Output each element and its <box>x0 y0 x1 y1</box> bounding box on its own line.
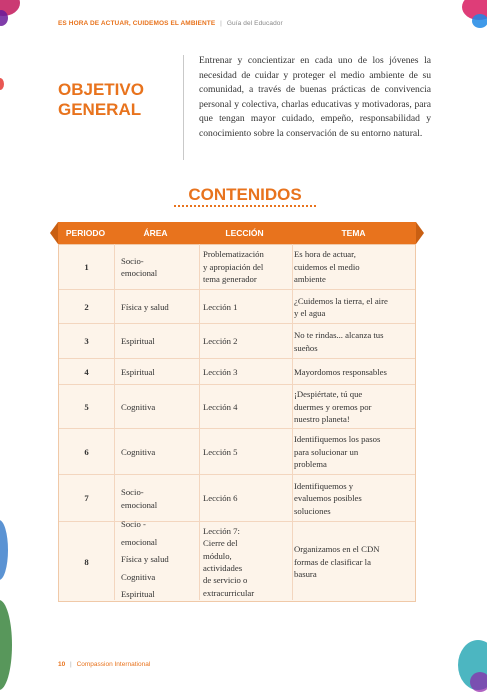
cell-area <box>114 475 199 522</box>
objective-text: Entrenar y concientizar en cada uno de los jóvenes la necesidad de cuidar y proteger el medio ambiente de su comunidad, a través de buenas prácticas de convivencia personal y colectiva, charlas educativas y motivadoras, para que tengan mayor cuidado, empeño, responsabilidad y conocimiento sobre la conservación de su entorno natural. <box>199 55 431 139</box>
cell-text: Física y salud <box>121 554 169 565</box>
cell-text: para solucionar un <box>294 446 359 457</box>
contents-heading: CONTENIDOS <box>188 185 302 204</box>
cell-text: 2 <box>84 301 89 312</box>
cell-area <box>114 429 199 475</box>
cell-text: Organizamos en el CDN <box>294 544 380 555</box>
cell-text: y apropiación del <box>203 261 264 272</box>
cell-text: Cognitiva <box>121 446 156 457</box>
cell-tema <box>292 385 415 429</box>
column-divider <box>114 244 115 600</box>
objective-divider <box>183 55 184 160</box>
cell-text: Lección 2 <box>203 336 238 347</box>
cell-text: Cierre del <box>203 538 238 549</box>
cell-text: formas de clasificar la <box>294 556 371 567</box>
cell-text: sueños <box>294 342 318 353</box>
cell-tema <box>292 290 415 324</box>
cell-tema <box>292 245 415 289</box>
cell-area <box>114 324 199 359</box>
cell-area <box>114 245 199 289</box>
header-periodo: PERIODO <box>65 228 106 238</box>
cell-text: Cognitiva <box>121 401 156 412</box>
cell-text: Socio- <box>121 255 144 266</box>
cell-area <box>114 519 199 602</box>
cell-text: Lección 4 <box>203 401 238 412</box>
footer-separator: | <box>70 661 72 668</box>
footer-organization: Compassion International <box>76 661 151 668</box>
cell-periodo <box>59 245 114 289</box>
cell-text: Lección 3 <box>203 366 238 377</box>
header-area: ÁREA <box>143 228 168 238</box>
header-separator: | <box>220 20 222 27</box>
cell-leccion <box>199 429 292 475</box>
cell-tema <box>292 324 415 359</box>
cell-area <box>114 290 199 324</box>
table-row <box>59 474 415 522</box>
cell-text: ¿Cuidemos la tierra, el aire <box>294 295 388 306</box>
cell-tema <box>292 475 415 522</box>
paint-splash-bottom-left <box>0 600 12 690</box>
header-title: ES HORA DE ACTUAR, CUIDEMOS EL AMBIENTE <box>58 20 216 27</box>
cell-text: Identifiquemos y <box>294 480 354 491</box>
header-ribbon-right <box>416 222 424 244</box>
cell-text: 4 <box>84 366 89 377</box>
cell-text: Lección 5 <box>203 446 238 457</box>
cell-text: Socio- <box>121 487 144 498</box>
cell-text: Cognitiva <box>121 571 156 582</box>
page-footer <box>58 661 150 668</box>
cell-text: tema generador <box>203 274 257 285</box>
cell-leccion <box>199 290 292 324</box>
cell-text: problema <box>294 459 327 470</box>
header-guide: Guía del Educador <box>226 20 283 27</box>
table-row <box>59 521 415 602</box>
objective-heading <box>58 80 144 120</box>
header-ribbon-left <box>50 222 58 244</box>
cell-text: nuestro planeta! <box>294 414 350 425</box>
cell-text: No te rindas... alcanza tus <box>294 330 384 341</box>
cell-periodo <box>59 290 114 324</box>
cell-text: emocional <box>121 536 158 547</box>
cell-periodo <box>59 385 114 429</box>
cell-tema <box>292 429 415 475</box>
cell-text: Lección 7: <box>203 525 240 536</box>
cell-periodo <box>59 429 114 475</box>
cell-tema <box>292 522 415 602</box>
cell-leccion <box>199 245 292 289</box>
cell-text: 5 <box>84 401 89 412</box>
cell-text: actividades <box>203 563 243 573</box>
cell-text: Espiritual <box>121 366 155 377</box>
paint-splash-top-right-2 <box>472 14 487 28</box>
table-row <box>59 245 415 289</box>
cell-text: 3 <box>84 336 89 347</box>
cell-text: evaluemos posibles <box>294 493 362 504</box>
cell-text: emocional <box>121 499 158 510</box>
cell-periodo <box>59 324 114 359</box>
paint-splash-bottom-right-2 <box>470 672 487 692</box>
cell-leccion <box>199 475 292 522</box>
cell-text: soluciones <box>294 505 331 516</box>
cell-periodo <box>59 475 114 522</box>
column-divider <box>292 244 293 600</box>
cell-text: Es hora de actuar, <box>294 249 356 260</box>
cell-text: Física y salud <box>121 301 169 312</box>
cell-periodo <box>59 522 114 602</box>
cell-text: Problematización <box>203 249 264 260</box>
cell-tema <box>292 359 415 385</box>
running-header <box>58 20 283 27</box>
cell-text: 8 <box>84 556 89 567</box>
cell-text: Socio - <box>121 519 146 530</box>
paint-splash-left-mid <box>0 78 4 90</box>
cell-leccion <box>199 359 292 385</box>
objective-heading-line1: OBJETIVO <box>58 80 144 99</box>
table-body <box>58 244 416 602</box>
cell-leccion <box>199 324 292 359</box>
page-number: 10 <box>58 661 66 668</box>
column-divider <box>199 244 200 600</box>
table-header <box>58 222 416 244</box>
cell-text: módulo, <box>203 550 232 561</box>
cell-area <box>114 385 199 429</box>
table-row <box>59 428 415 475</box>
cell-text: Espiritual <box>121 336 155 347</box>
objective-heading-line2: GENERAL <box>58 100 142 119</box>
header-leccion: LECCIÓN <box>225 228 264 238</box>
cell-text: 7 <box>84 493 89 504</box>
header-tema: TEMA <box>341 228 366 238</box>
cell-leccion <box>199 385 292 429</box>
cell-text: duermes y oremos por <box>294 401 372 412</box>
table-row <box>59 323 415 359</box>
contents-dotted-rule <box>174 205 316 207</box>
cell-text: 6 <box>84 446 89 457</box>
cell-text: Lección 1 <box>203 301 238 312</box>
cell-text: ambiente <box>294 274 326 285</box>
cell-text: basura <box>294 569 317 580</box>
cell-text: Identifiquemos los pasos <box>294 434 381 445</box>
paint-splash-left-low <box>0 520 8 580</box>
cell-text: 1 <box>84 261 89 272</box>
cell-text: cuidemos el medio <box>294 261 360 272</box>
table-row <box>59 289 415 324</box>
cell-periodo <box>59 359 114 385</box>
table-row <box>59 358 415 385</box>
table-row <box>59 384 415 429</box>
cell-text: Lección 6 <box>203 493 238 504</box>
cell-text: y el agua <box>294 308 326 318</box>
cell-text: Espiritual <box>121 589 155 600</box>
cell-text: emocional <box>121 268 158 278</box>
cell-text: de servicio o <box>203 575 248 586</box>
cell-leccion <box>199 522 292 602</box>
cell-text: ¡Despiértate, tú que <box>294 389 363 400</box>
cell-area <box>114 359 199 385</box>
cell-text: Mayordomos responsables <box>294 366 387 377</box>
cell-text: extracurricular <box>203 587 255 598</box>
